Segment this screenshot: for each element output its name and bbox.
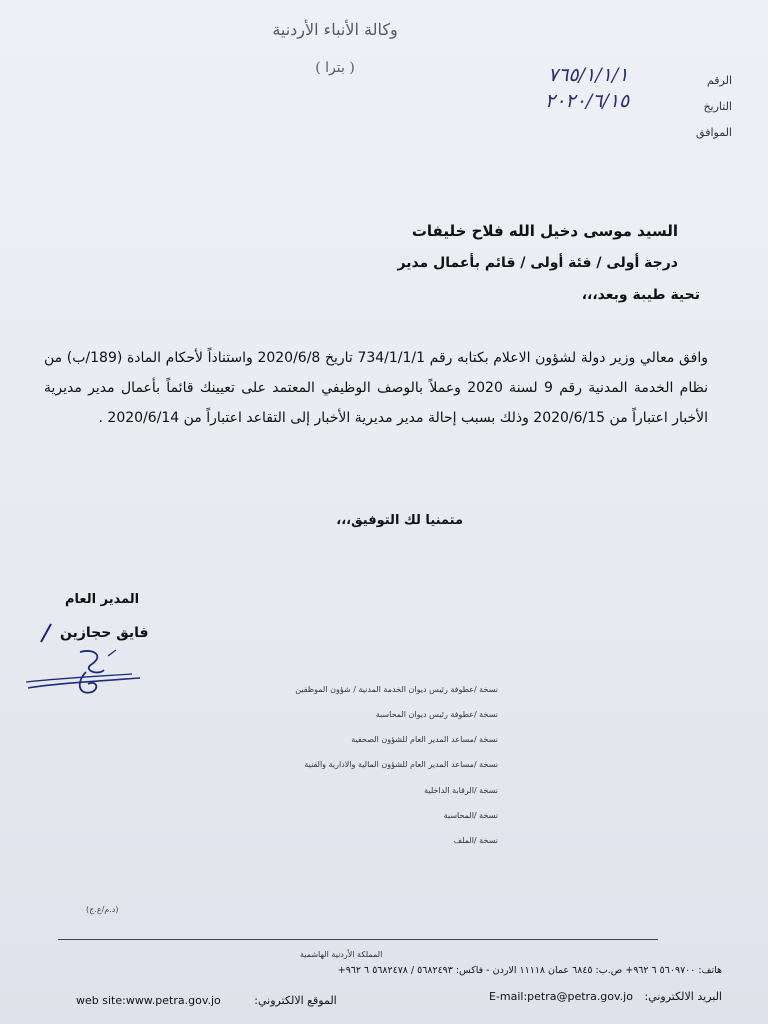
letter-body: وافق معالي وزير دولة لشؤون الاعلام بكتابه رقم 734/1/1/1 تاريخ 2020/6/8 واستناداً لأحكام المادة (189/ب) من نظام الخدمة المدنية رقم 9 لسنة 2020 وعملاً بالوصف الوظيفي المعتمد على تعيينك قائماً بأعمال مدير مديرية الأخبار اعتباراً من 2020/6/15 وذلك بسبب إحالة مدير مديرية الأخبار إلى التقاعد اعتباراً من 2020/6/14 . (44, 350, 708, 426)
email-link[interactable]: E-mail:petra@petra.gov.jo (488, 990, 633, 1003)
signatory-title: المدير العام (65, 592, 140, 607)
number-value: ٧٦٥/١/١/١ (548, 64, 629, 86)
signatory-name-block (38, 622, 149, 644)
date-label: التاريخ (703, 100, 732, 113)
recipient-name: السيد موسى دخيل الله فلاح خليفات (411, 222, 678, 240)
copy-recipient-item: نسخة /الملف (453, 836, 498, 845)
copy-recipient-item: نسخة /الرقابة الداخلية (424, 786, 498, 795)
signatory-name: فايق حجازين (60, 625, 149, 641)
copy-recipient-item: نسخة /عطوفة رئيس ديوان المحاسبة (375, 710, 498, 719)
website-label: الموقع الالكتروني: (254, 994, 337, 1007)
closing-line: متمنيا لك التوفيق،،، (336, 513, 463, 528)
website-link[interactable]: web site:www.petra.gov.jo (76, 994, 221, 1007)
date-value: ٢٠٢٠/٦/١٥ (545, 90, 630, 112)
corresponding-date-label: الموافق (696, 126, 732, 139)
footer-contact-line: هاتف: ٥٦٠٩٧٠٠ ٦ ٩٦٢+ ص.ب: ٦٨٤٥ عمان ١١١١٨ الاردن - فاكس: ٥٦٨٢٤٩٣ / ٥٦٨٢٤٧٨ ٦ ٩٦٢+ (337, 965, 722, 976)
email-label: البريد الالكتروني: (644, 990, 722, 1003)
agency-abbreviation: ( بترا ) (315, 60, 355, 76)
handwritten-signature (22, 642, 152, 700)
recipient-position: درجة أولى / فئة أولى / قائم بأعمال مدير (397, 255, 678, 271)
copy-recipient-item: نسخة /المحاسبة (443, 811, 498, 820)
greeting: تحية طيبة وبعد،،، (581, 287, 700, 303)
footer-kingdom: المملكة الأردنية الهاشمية (300, 950, 383, 959)
copy-recipient-item: نسخة /مساعد المدير العام للشؤون المالية والادارية والفنية (304, 760, 498, 769)
number-label: الرقم (706, 74, 732, 87)
copy-recipient-item: نسخة /مساعد المدير العام للشؤون الصحفية (351, 735, 498, 744)
footer-email-block (489, 990, 722, 1003)
footer-divider (58, 939, 658, 940)
copy-recipient-item: نسخة /عطوفة رئيس ديوان الخدمة المدنية / شؤون الموظفين (295, 685, 498, 694)
footer-website-block (76, 994, 337, 1007)
agency-name: وكالة الأنباء الأردنية (272, 20, 398, 39)
reference-initials: (د.م/ع.ج) (86, 905, 119, 914)
slash-mark-icon (38, 622, 54, 644)
